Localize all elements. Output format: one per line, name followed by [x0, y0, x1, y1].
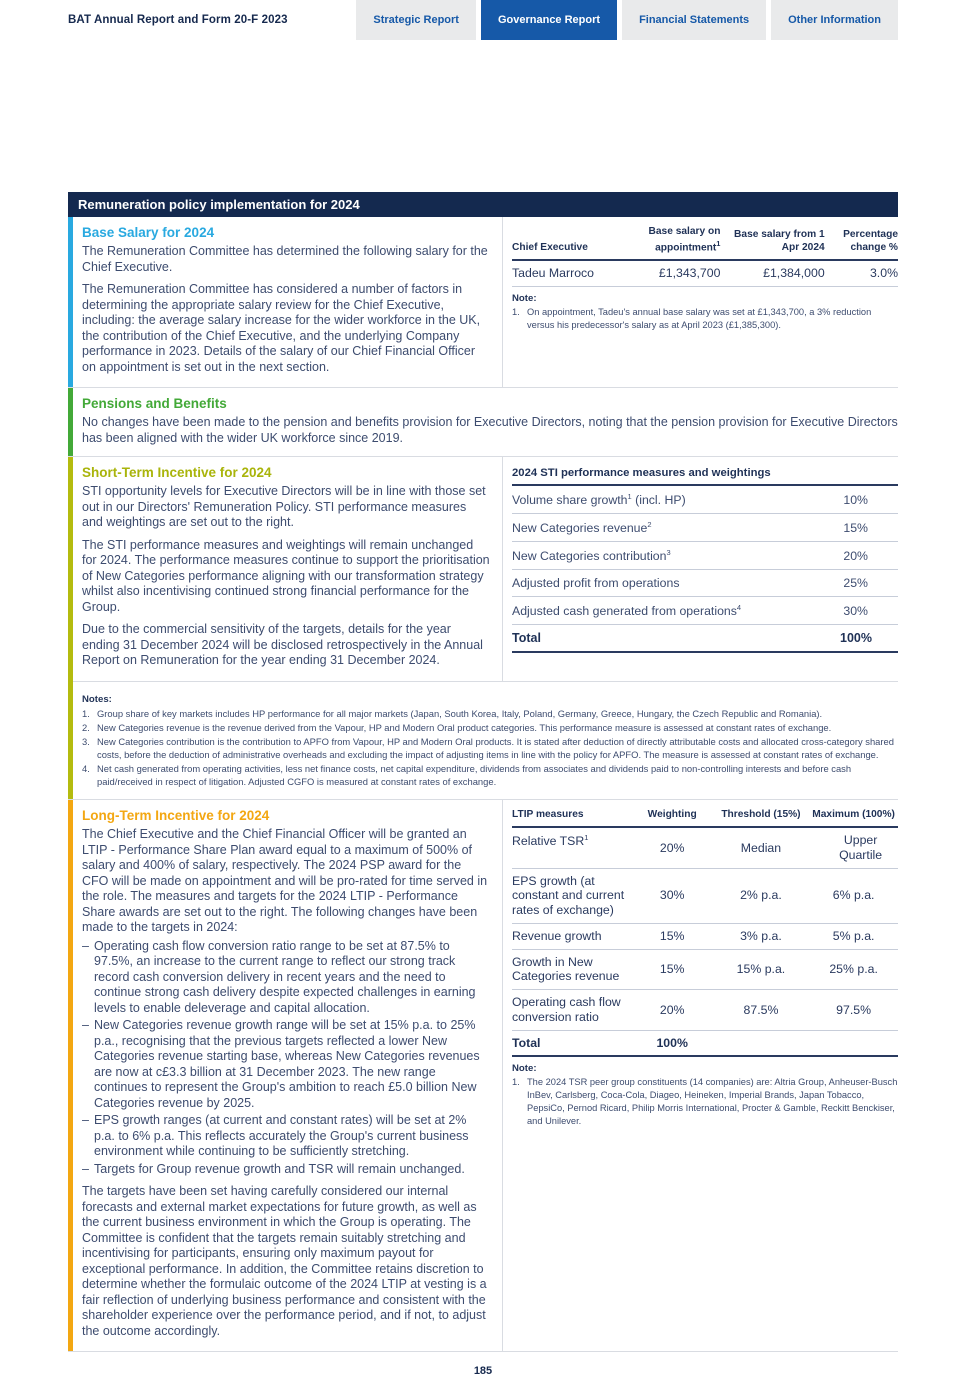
- threshold-cell: 3% p.a.: [713, 923, 810, 949]
- lti-bullet: – New Categories revenue growth range will be set at 15% p.a. to 25% p.a., recognising that the previous targets reflected a lower New Categories revenue starting base, whereas New Categories revenues are now at c£3.3 billion at 31 December 2023. The new range continues to represent the Group's ambition to reach £5.0 billion New Categories revenue by 2025.: [82, 1018, 490, 1111]
- sti-table-title: 2024 STI performance measures and weightings: [512, 463, 898, 486]
- weight-cell: 25%: [843, 576, 868, 591]
- base-salary-paragraph: The Remuneration Committee has determined the following salary for the Chief Executive.: [82, 244, 488, 274]
- table-row: [512, 868, 898, 923]
- total-value: 100%: [632, 1030, 713, 1056]
- base-salary-paragraph: The Remuneration Committee has considered a number of factors in determining the appropriate salary review for the Chief Executive, including: the average salary increase for the wider workforce in the UK, the contribution of the Chief Executive, and the underlying Company performance in 2023. Details of the salary of our Chief Financial Officer on appointment is set out in the next section.: [82, 282, 481, 374]
- weight-cell: 15%: [843, 520, 868, 535]
- sti-paragraph: STI opportunity levels for Executive Directors will be in line with those set out in our Directors' Remuneration Policy. STI performance measures and weightings are set out to the right.: [82, 484, 486, 529]
- maximum-cell: 25% p.a.: [809, 949, 898, 990]
- column-header: LTIP measures: [512, 806, 632, 827]
- weight-cell: 20%: [843, 548, 868, 563]
- weighting-cell: 20%: [632, 990, 713, 1031]
- section-sti-notes: [68, 681, 898, 801]
- weight-cell: 10%: [843, 492, 868, 507]
- table-row: [512, 949, 898, 990]
- measure-cell: Growth in New Categories revenue: [512, 949, 632, 990]
- table-row: [512, 486, 898, 514]
- lti-bullet: – Targets for Group revenue growth and TSR will remain unchanged.: [82, 1162, 490, 1178]
- measure-cell: Relative TSR$^1$: [512, 827, 632, 868]
- column-header: Weighting: [632, 806, 713, 827]
- sti-heading: Short-Term Incentive for 2024: [82, 465, 272, 480]
- measure-cell: Operating cash flow conversion ratio: [512, 990, 632, 1031]
- lti-bullet: – EPS growth ranges (at current and constant rates) will be set at 2% p.a. to 6% p.a. This reflects accurately the Group's current business environment while continuing to be sufficiently stretching.: [82, 1113, 490, 1160]
- column-header: Threshold (15%): [713, 806, 810, 827]
- footnote: New Categories revenue is the revenue derived from the Vapour, HP and Modern Oral product categories. This performance measure is assessed at constant rates of exchange.: [97, 721, 832, 733]
- weighting-cell: 15%: [632, 949, 713, 990]
- total-value: 100%: [840, 631, 872, 646]
- table-row: [512, 923, 898, 949]
- sti-paragraph: The STI performance measures and weightings will remain unchanged for 2024. The performance measures continue to support the prioritisation of New Categories performance aligning with our transformation strategy whilst also incentivising continued strong financial performance for the Group.: [82, 537, 490, 614]
- footnote: Group share of key markets includes HP performance for all major markets (Japan, South Korea, Italy, Poland, Germany, Greece, Hungary, the Czech Republic and Romania).: [97, 707, 823, 719]
- column-header: Base salary on appointment$^1$: [620, 223, 720, 260]
- page-content: [68, 192, 898, 1352]
- pensions-paragraph: No changes have been made to the pension and benefits provision for Executive Directors, noting that the pension provision for Executive Directors has been aligned with the wider UK workforce since 2019.: [82, 415, 898, 445]
- footnote: New Categories contribution is the contribution to APFO from Vapour, HP and Modern Oral products. It is stated after deduction of directly attributable costs and allocated cross-category shared costs, before the deduction of administrative overheads and excluding the impact of adjusting items in line with the policy for APFO. The measure is assessed at constant rates of exchange.: [97, 735, 894, 760]
- table-header-row: [512, 806, 898, 827]
- weighting-cell: 30%: [632, 868, 713, 923]
- footnote: On appointment, Tadeu's annual base salary was set at £1,343,700, a 3% reduction versus his predecessor's salary as at April 2023 (£1,385,300).: [527, 306, 872, 330]
- table-header-row: [512, 223, 898, 260]
- column-header: Chief Executive: [512, 223, 620, 260]
- report-brand-title: BAT Annual Report and Form 20-F 2023: [68, 14, 288, 26]
- weighting-cell: 15%: [632, 923, 713, 949]
- threshold-cell: 2% p.a.: [713, 868, 810, 923]
- base-salary-table: [512, 223, 898, 287]
- table-row: [512, 514, 898, 542]
- executive-name-cell: Tadeu Marroco: [512, 260, 620, 286]
- measure-cell: Revenue growth: [512, 923, 632, 949]
- salary-apr2024-cell: £1,384,000: [720, 260, 824, 286]
- table-total-row: [512, 1030, 898, 1056]
- page-number: 185: [473, 1365, 493, 1378]
- measure-cell: New Categories contribution$^3$: [512, 548, 671, 564]
- weight-cell: 30%: [843, 603, 868, 618]
- salary-appointment-cell: £1,343,700: [620, 260, 720, 286]
- total-label: Total: [512, 1030, 632, 1056]
- table-total-row: [512, 625, 898, 653]
- measure-cell: New Categories revenue$^2$: [512, 520, 652, 536]
- section-pensions-benefits: [68, 388, 898, 457]
- threshold-cell: Median: [713, 827, 810, 868]
- measure-cell: Adjusted profit from operations: [512, 576, 680, 591]
- section-tabs: [356, 0, 898, 40]
- lti-bullet: – Operating cash flow conversion ratio range to be set at 87.5% to 97.5%, an increase to the current range to reflect our strong track record cash conversion delivery in recent years and the need to continue strong cash delivery despite expected challenges in earning levels to enable deleverage and capital allocation.: [82, 939, 490, 1017]
- maximum-cell: 5% p.a.: [809, 923, 898, 949]
- section-short-term-incentive: [68, 457, 898, 681]
- lti-intro-paragraph: The Chief Executive and the Chief Financial Officer will be granted an LTIP - Performance Share Plan award equal to a maximum of 500% of salary and 400% of salary, respectively. The 2024 PSP award for the CFO will be made on appointment and will be pro-rated for time served in the role. The measures and targets for the 2024 LTIP - Performance Share awards are set out to the right. The following changes have been made to the targets in 2024:: [82, 827, 488, 935]
- lti-closing-paragraph: The targets have been set having carefully considered our internal forecasts and external market expectations for future growth, as well as the current business environment in which the Group is operating. The Committee is confident that the targets remain suitably stretching and incentivising for participants, ensuring only maximum payout for exceptional performance. In addition, the Committee retains discretion to determine whether the formulaic outcome of the 2024 LTIP at vesting is a fair reflection of underlying business performance and consistent with the shareholder experience over the performance period, and if not, to adjust the outcome accordingly.: [82, 1184, 487, 1338]
- column-header: Percentage change %: [825, 223, 898, 260]
- maximum-cell: 97.5%: [809, 990, 898, 1031]
- sti-paragraph: Due to the commercial sensitivity of the targets, details for the year ending 31 December 2024 will be disclosed retrospectively in the Annual Report on Remuneration for the year ending 31 December 2024.: [82, 622, 483, 667]
- threshold-cell: 87.5%: [713, 990, 810, 1031]
- section-long-term-incentive: [68, 800, 898, 1352]
- percentage-change-cell: 3.0%: [825, 260, 898, 286]
- measure-cell: Volume share growth$^1$ (incl. HP): [512, 492, 686, 508]
- tab-strategic-report[interactable]: Strategic Report: [356, 0, 476, 40]
- column-header: Base salary from 1 Apr 2024: [720, 223, 824, 260]
- maximum-cell: 6% p.a.: [809, 868, 898, 923]
- section-base-salary: [68, 217, 898, 388]
- table-row: [512, 827, 898, 868]
- lti-heading: Long-Term Incentive for 2024: [82, 808, 270, 824]
- note-label: Note:: [512, 292, 537, 304]
- top-header: [0, 0, 966, 40]
- tab-governance-report[interactable]: Governance Report: [481, 0, 617, 40]
- tab-other-information[interactable]: Other Information: [771, 0, 898, 40]
- base-salary-heading: Base Salary for 2024: [82, 225, 215, 240]
- measure-cell: EPS growth (at constant and current rates of exchange): [512, 868, 632, 923]
- page-footer: [0, 1361, 966, 1379]
- table-row: [512, 260, 898, 286]
- notes-label: Notes:: [82, 693, 112, 705]
- table-row: [512, 990, 898, 1031]
- footnote: The 2024 TSR peer group constituents (14 companies) are: Altria Group, Anheuser-Busch InBev, Carlsberg, Coca-Cola, Diageo, Heineken, Imperial Brands, Japan Tobacco, PepsiCo, Pernod Ricard, Philip Morris International, Procter & Gamble, Reckitt Benckiser, and Unilever.: [527, 1077, 898, 1127]
- column-header: Maximum (100%): [809, 806, 898, 827]
- total-label: Total: [512, 631, 541, 646]
- table-row: [512, 542, 898, 570]
- tab-financial-statements[interactable]: Financial Statements: [622, 0, 766, 40]
- ltip-table: [512, 806, 898, 1057]
- measure-cell: Adjusted cash generated from operations$^4$: [512, 603, 742, 619]
- pensions-heading: Pensions and Benefits: [82, 396, 227, 411]
- note-label: Note:: [512, 1063, 537, 1075]
- table-row: [512, 570, 898, 597]
- table-row: [512, 597, 898, 625]
- footnote: Net cash generated from operating activities, less net finance costs, net capital expenditure, dividends from associates and dividends paid to non-controlling interests and before cash paid/received in respect of litigation. Adjusted CGFO is measured at constant rates of exchange.: [97, 763, 852, 788]
- sti-table: [512, 463, 898, 653]
- threshold-cell: 15% p.a.: [713, 949, 810, 990]
- maximum-cell: Upper Quartile: [809, 827, 898, 868]
- weighting-cell: 20%: [632, 827, 713, 868]
- page-title: Remuneration policy implementation for 2024: [68, 192, 898, 217]
